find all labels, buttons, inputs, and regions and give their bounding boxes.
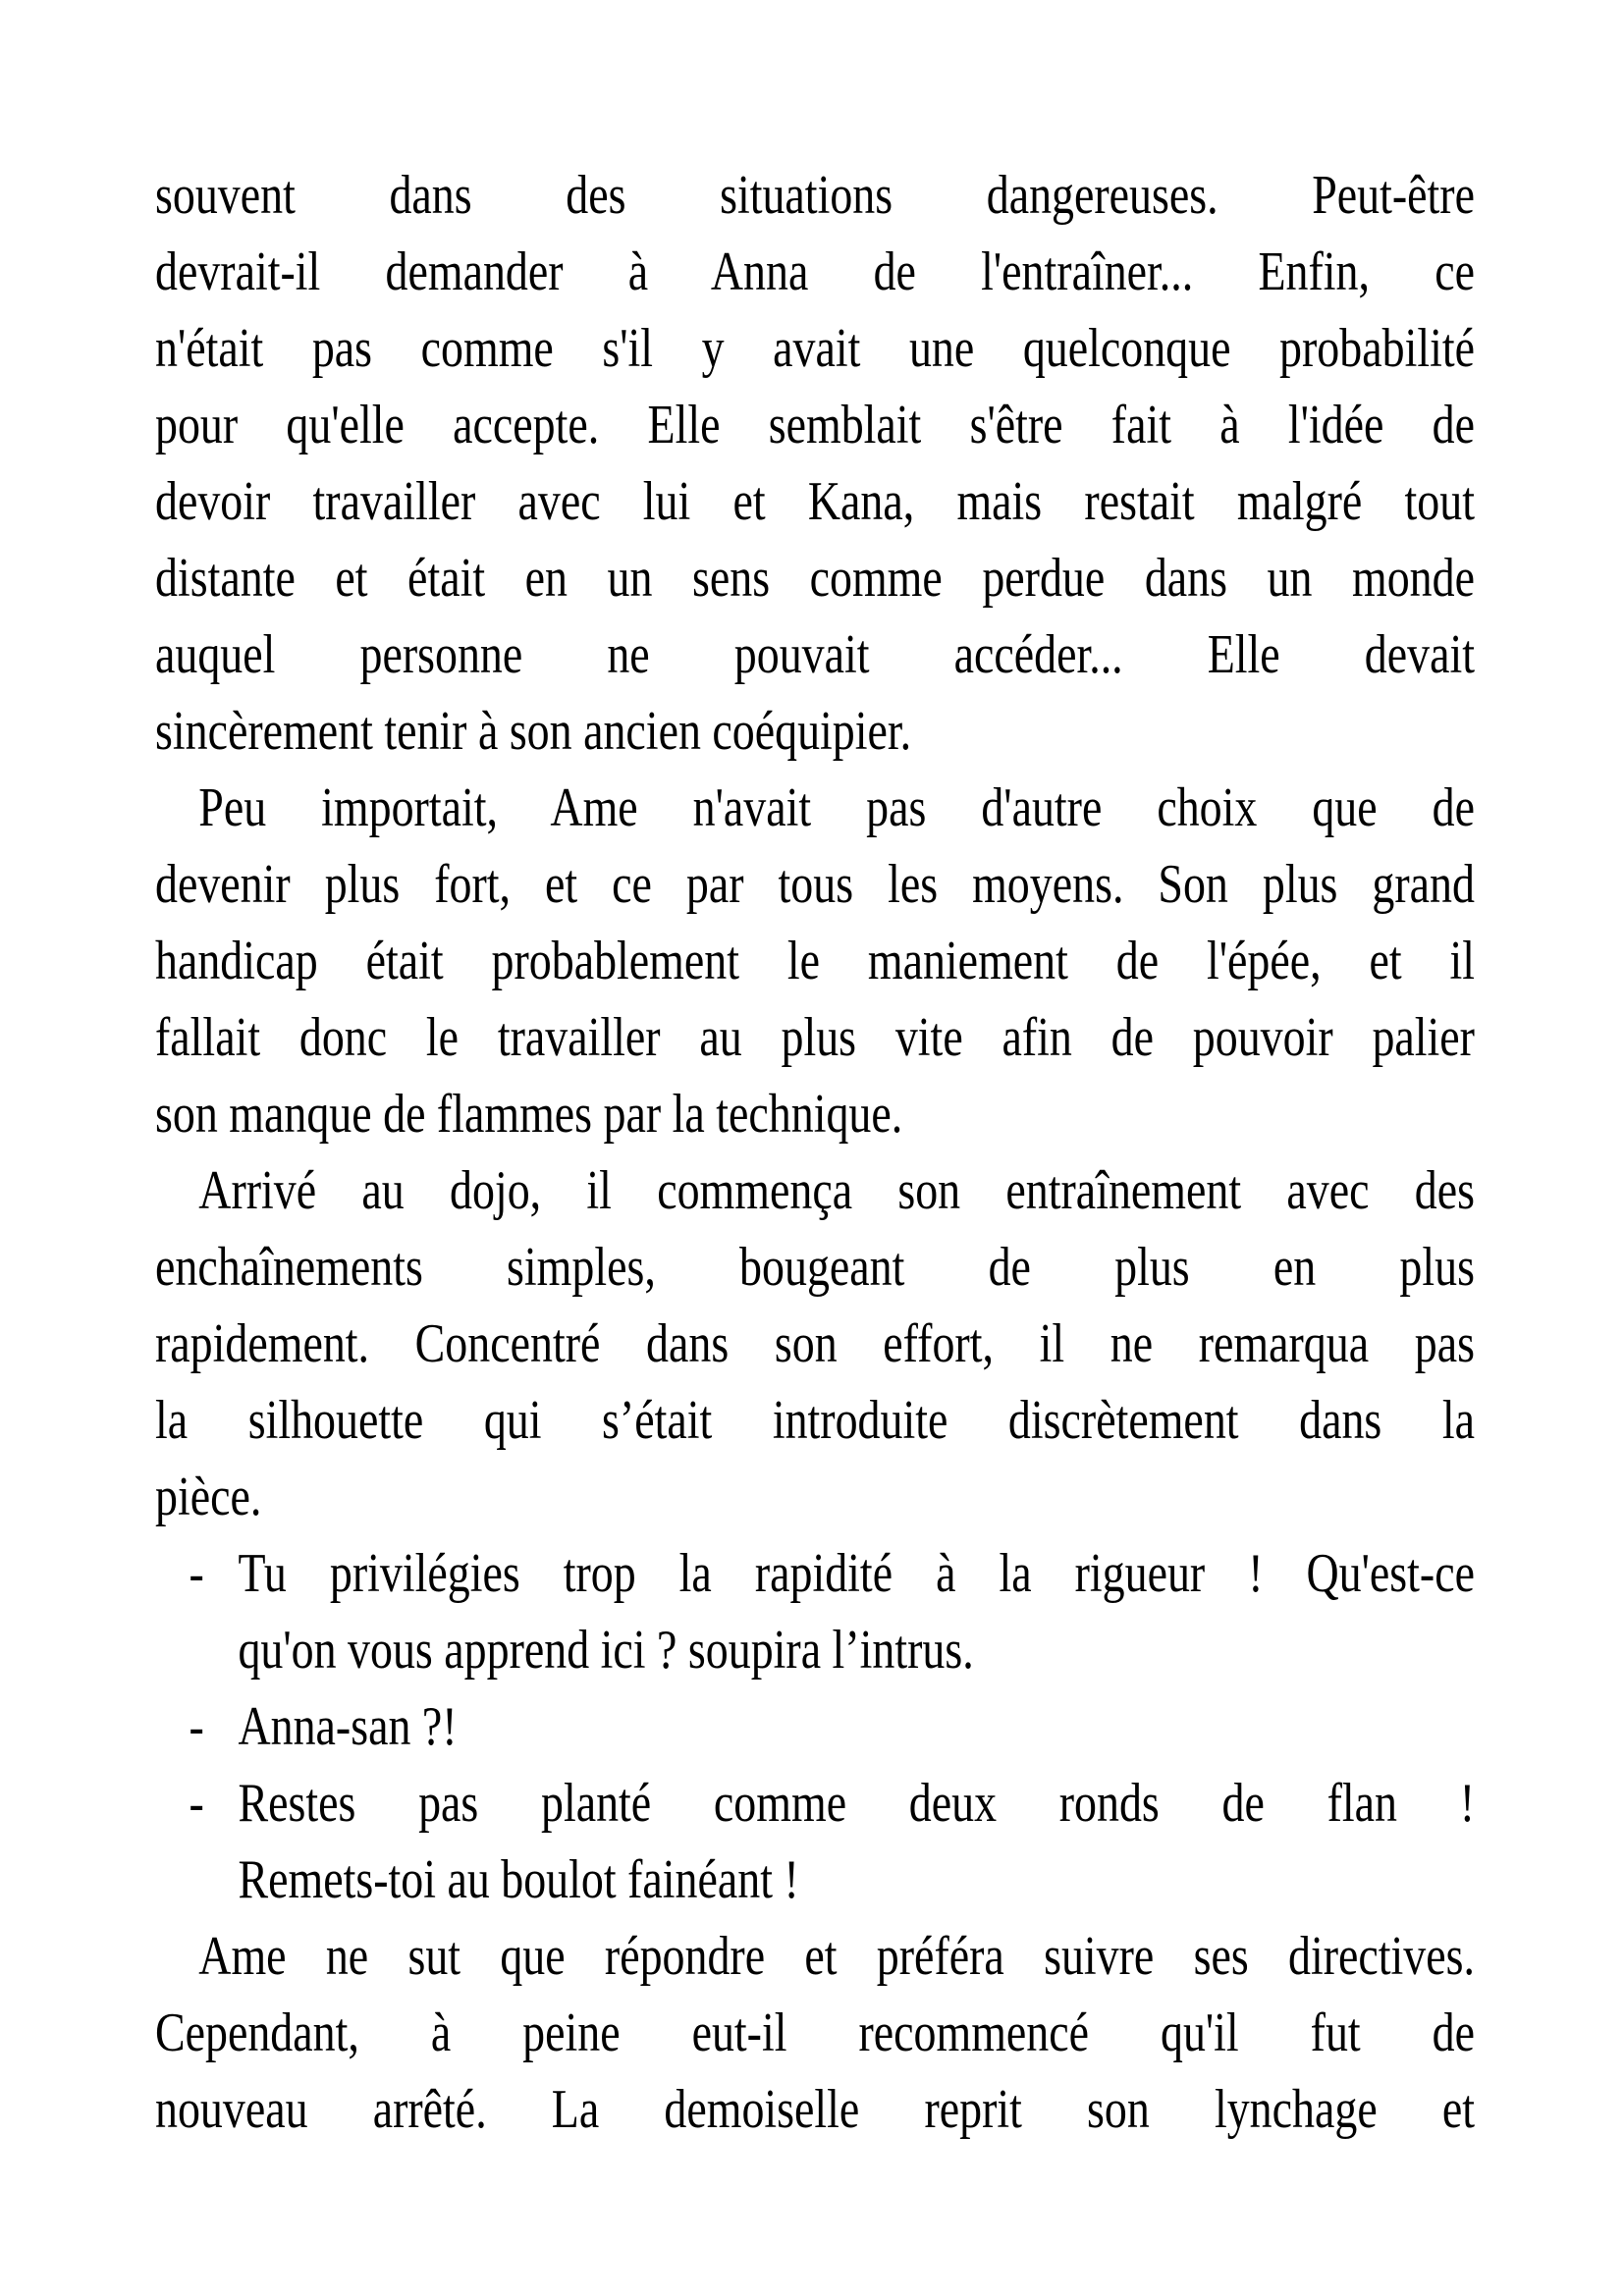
dialogue-dash: - <box>189 1696 204 1757</box>
dialogue-dash: - <box>189 1773 204 1834</box>
text-line: la silhouette qui s’était introduite discrètement dans la <box>155 1390 1475 1451</box>
text-line: auquel personne ne pouvait accéder... Elle devait <box>155 624 1475 685</box>
text-line: Ame ne sut que répondre et préféra suivre ses directives. <box>198 1926 1475 1987</box>
text-line: Peu importait, Ame n'avait pas d'autre choix que de <box>198 777 1475 838</box>
text-line: fallait donc le travailler au plus vite afin de pouvoir palier <box>155 1007 1475 1068</box>
text-line: Remets-toi au boulot fainéant ! <box>238 1849 799 1910</box>
text-line: pour qu'elle accepte. Elle semblait s'être fait à l'idée de <box>155 395 1475 455</box>
dialogue-item <box>155 1688 1475 1765</box>
text-line: n'était pas comme s'il y avait une quelconque probabilité <box>155 318 1475 379</box>
text-line: rapidement. Concentré dans son effort, il ne remarqua pas <box>155 1313 1475 1374</box>
dialogue-text: Restes pas planté comme deux ronds de flan ! <box>238 1773 1475 1834</box>
text-line: distante et était en un sens comme perdue dans un monde <box>155 548 1475 609</box>
text-line: devrait-il demander à Anna de l'entraîner... Enfin, ce <box>155 241 1475 302</box>
text-line: enchaînements simples, bougeant de plus en plus <box>155 1237 1475 1298</box>
paragraph <box>155 770 1475 1152</box>
paragraph <box>155 157 1475 770</box>
text-line: devenir plus fort, et ce par tous les moyens. Son plus grand <box>155 854 1475 915</box>
dialogue-item <box>155 1765 1475 1918</box>
text-line: nouveau arrêté. La demoiselle reprit son lynchage et <box>155 2079 1475 2140</box>
text-line: sincèrement tenir à son ancien coéquipier. <box>155 701 912 762</box>
text-line: pièce. <box>155 1467 262 1527</box>
text-line: son manque de flammes par la technique. <box>155 1084 903 1145</box>
dialogue-item <box>155 1535 1475 1688</box>
text-line <box>155 1765 1475 1842</box>
dialogue-dash: - <box>189 1543 204 1604</box>
dialogue-text: Anna-san ?! <box>238 1696 458 1757</box>
text-line: Arrivé au dojo, il commença son entraînement avec des <box>198 1160 1475 1221</box>
text-line: souvent dans des situations dangereuses. Peut-être <box>155 165 1475 226</box>
text-line: Cependant, à peine eut-il recommencé qu'il fut de <box>155 2002 1475 2063</box>
text-line: handicap était probablement le maniement de l'épée, et il <box>155 931 1475 991</box>
dialogue-text: Tu privilégies trop la rapidité à la rigueur ! Qu'est-ce <box>238 1543 1475 1604</box>
text-line: qu'on vous apprend ici ? soupira l’intrus. <box>238 1620 974 1681</box>
text-line <box>155 1535 1475 1612</box>
paragraph <box>155 1918 1475 2148</box>
text-line: devoir travailler avec lui et Kana, mais restait malgré tout <box>155 471 1475 532</box>
text-line <box>155 1688 1475 1765</box>
paragraph <box>155 1152 1475 1535</box>
document-page <box>155 157 1475 2148</box>
